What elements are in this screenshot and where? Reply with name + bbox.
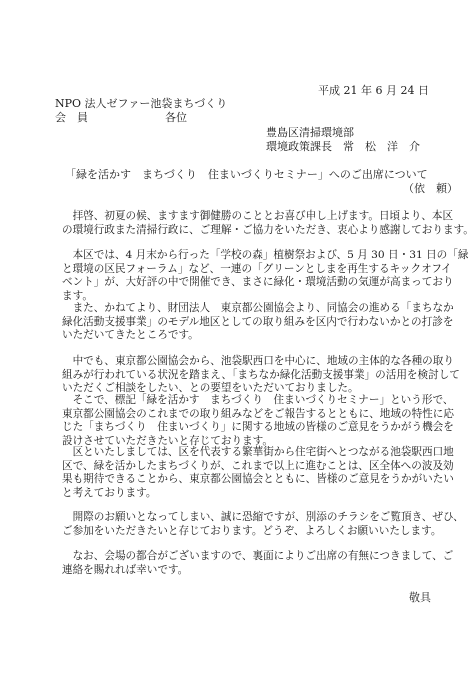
paragraph-line: と考えております。 (62, 486, 157, 499)
sender-name: 環境政策課長 常 松 洋 介 (266, 140, 420, 153)
paragraph-line: なお、会場の都合がございますので、裏面によりご出席の有無につきまして、ご (62, 550, 454, 562)
paragraph-line: 緑化活動支援事業」のモデル地区としての取り組みを区内で行わないかとの打診を (62, 315, 454, 328)
paragraph-line: いただいてきたところです。 (62, 329, 199, 342)
letter-subject: 「緑を活かす まちづくり 住まいづくりセミナー」へのご出席について (65, 168, 428, 181)
paragraph-line: 拝啓、初夏の候、ますます御健勝のこととお喜び申し上げます。日頃より、本区 (62, 210, 454, 222)
paragraph-line: そこで、標記「緑を活かす まちづくり 住まいづくりセミナー」という形で、 (62, 394, 454, 406)
recipient-members: 会 員 各位 (55, 111, 187, 124)
paragraph-line: 設けさせていただきたいと存じております。 (62, 434, 274, 447)
paragraph-8 (62, 550, 454, 577)
paragraph-line: いただくご相談をしたい、との要望をいただいておりました。 (62, 382, 359, 395)
paragraph-line: 東京都公園協会のこれまでの取り組みなどをご報告するとともに、地域の特性に応 (62, 407, 454, 420)
paragraph-2 (62, 249, 469, 303)
paragraph-3 (62, 302, 454, 343)
paragraph-line: 果も期待できることから、東京都公園協会とともに、皆様のご意見をうかがいたい (62, 473, 454, 486)
paragraph-1 (62, 210, 474, 237)
paragraph-line: 本区では、4 月末から行った「学校の森」植樹祭および、5 月 30 日・31 日の「緑 (62, 249, 469, 261)
letter-date: 平成 21 年 6 月 24 日 (318, 84, 429, 97)
paragraph-line: また、かねてより、財団法人 東京都公園協会より、同協会の進める「まちなか (62, 302, 454, 314)
paragraph-5 (62, 394, 454, 448)
recipient-org: NPO 法人ゼファー池袋まちづくり (55, 97, 228, 110)
paragraph-line: じた「まちづくり 住まいづくり」に関する地域の皆様のご意見をうかがう機会を (62, 421, 454, 434)
sender-dept: 豊島区清掃環境部 (266, 126, 354, 139)
paragraph-line: ご参加をいただきたいと存じております。どうぞ、よろしくお願いいたします。 (62, 524, 442, 537)
paragraph-line: と環境の区民フォーラム」など、一連の「グリーンとしまを再生するキックオフイ (62, 262, 452, 275)
paragraph-line: ます。 (62, 289, 93, 302)
paragraph-7 (62, 511, 464, 538)
paragraph-line: の環境行政また清掃行政に、ご理解・ご協力をいただき、衷心より感謝しております。 (62, 223, 474, 236)
paragraph-line: 開際のお願いとなってしまい、誠に恐縮ですが、別添のチラシをご覧頂き、ぜひ、 (62, 511, 464, 523)
paragraph-line: 中でも、東京都公園協会から、池袋駅西口を中心に、地域の主体的な各種の取り (62, 355, 454, 367)
request-label: （依 頼） (403, 182, 458, 195)
paragraph-6 (62, 446, 454, 500)
paragraph-line: 組みが行われている状況を踏まえ、「まちなか緑化活動支援事業」の活用を検討して (62, 368, 460, 381)
paragraph-4 (62, 355, 460, 396)
paragraph-line: 連絡を賜れれば幸いです。 (62, 563, 189, 576)
paragraph-line: ベント」が、大好評の中で開催でき、まさに緑化・環境活動の気運が高まっており (62, 276, 454, 289)
paragraph-line: 区といたしましては、区を代表する繁華街から住宅街へとつながる池袋駅西口地 (62, 446, 454, 458)
paragraph-line: 区で、緑を活かしたまちづくりが、これまで以上に進むことは、区全体への波及効 (62, 459, 454, 472)
closing-keigu: 敬具 (409, 591, 431, 604)
